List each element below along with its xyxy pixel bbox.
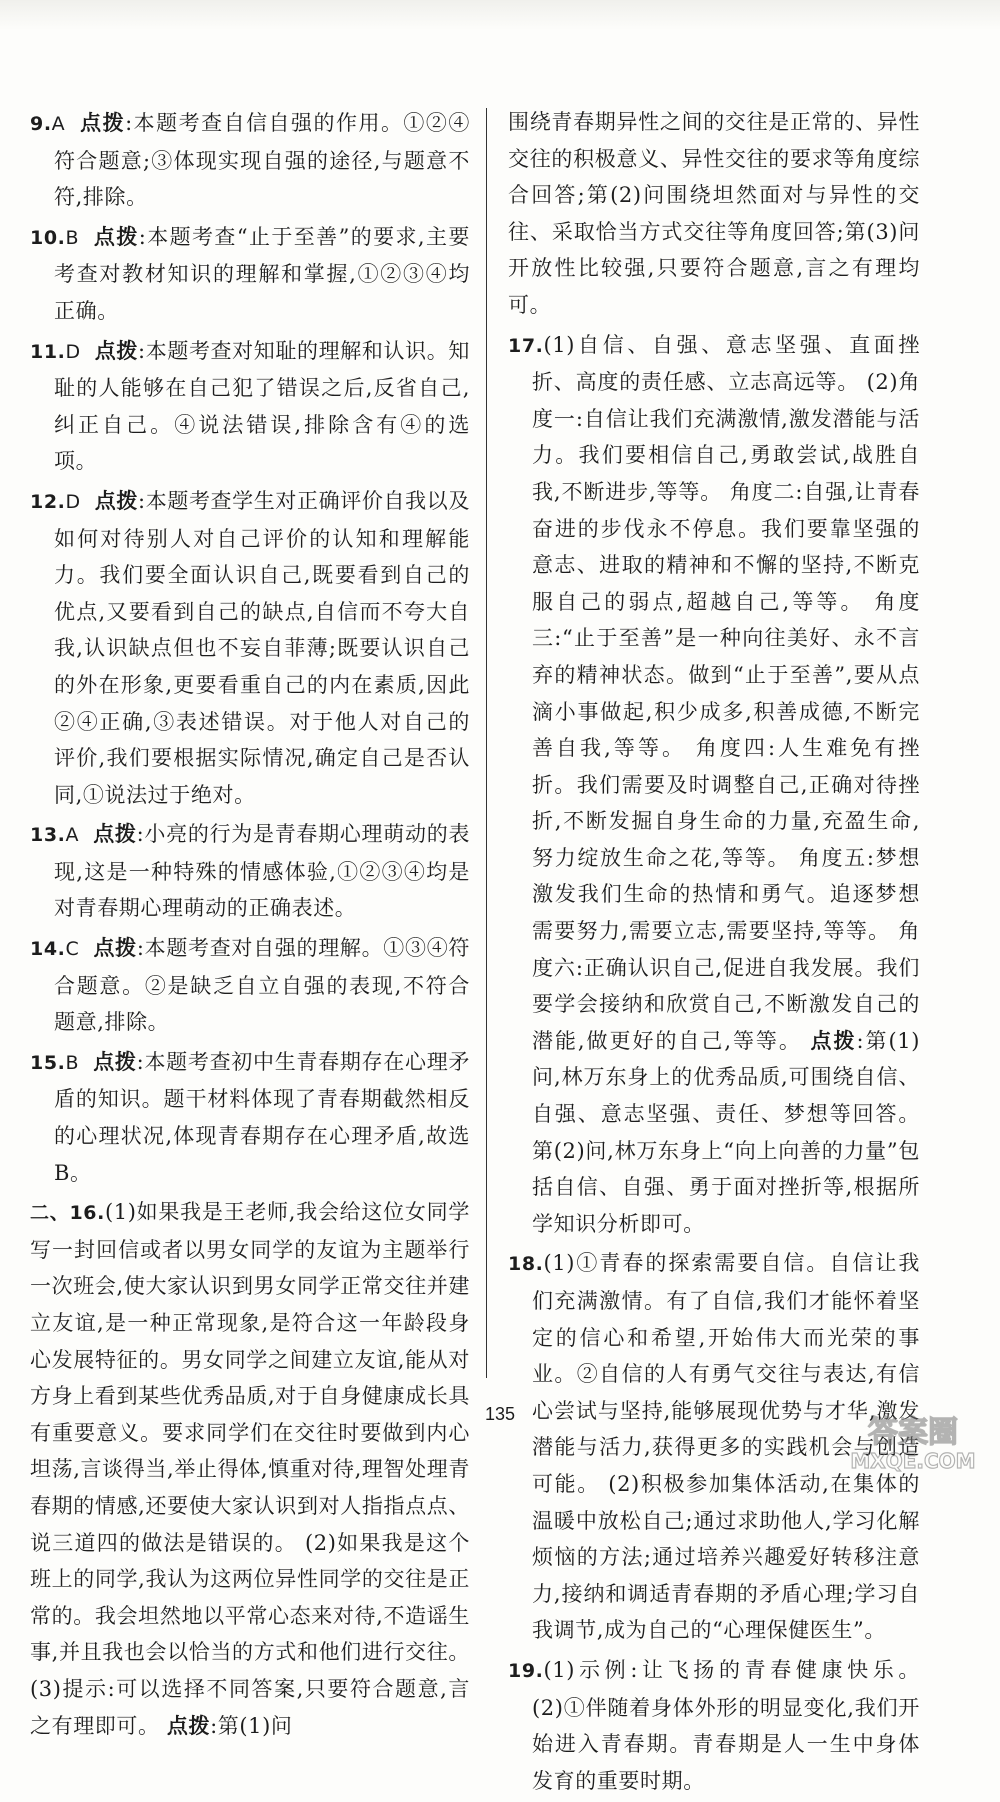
item-text: 本题考查对自强的理解。①③④符合题意。②是缺乏自立自强的表现,不符合题意,排除。: [54, 936, 471, 1035]
answer-item-10: 10.B 点拨:本题考查“止于至善”的要求,主要考查对教材知识的理解和掌握,①②③④均正确。: [30, 224, 470, 323]
column-divider: [486, 108, 487, 1378]
item-number: 二、16.: [30, 1202, 105, 1225]
tip-label: 点拨: [93, 822, 137, 847]
item-number: 17.: [508, 334, 544, 357]
item-text: 围绕青春期异性之间的交往是正常的、异性交往的积极意义、异性交往的要求等角度综合回答;第(2)问围绕坦然面对与异性的交往、采取恰当方式交往等角度回答;第(3)问开放性比较强,只要符合题意,言之有理均可。: [508, 110, 920, 317]
answer-item-14: 14.C 点拨:本题考查对自强的理解。①③④符合题意。②是缺乏自立自强的表现,不符合题意,排除。: [30, 936, 471, 1035]
answer-item-17: 17.(1)自信、自强、意志坚强、直面挫折、高度的责任感、立志高远等。 (2)角度一:自信让我们充满激情,激发潜能与活力。我们要相信自己,勇敢尝试,战胜自我,不断进步,等等。 角度二:自强,让青春奋进的步伐永不停息。我们要靠坚强的意志、进取的精神和不懈的坚持,不断克服自己的弱点,超越自己,等等。 角度三:“止于至善”是一种向往美好、永不言弃的精神状态。做到“止于至善”,要从点滴小事做起,积少成多,积善成德,不断完善自我,等等。 角度四:人生难免有挫折。我们需要及时调整自己,正确对待挫折,不断发掘自身生命的力量,充盈生命,努力绽放生命之花,等等。 角度五:梦想激发我们生命的热情和勇气。追逐梦想需要努力,需要立志,需要坚持,等等。 角度六:正确认识自己,促进自我发展。我们要学会接纳和欣赏自己,不断激发自己的潜能,做更好的自己,等等。 点拨:第(1)问,林万东身上的优秀品质,可围绕自信、自强、意志坚强、责任、梦想等回答。第(2)问,林万东身上“向上向善的力量”包括自信、自强、勇于面对挫折等,根据所学知识分析即可。: [508, 332, 920, 1236]
item-number: 12.: [30, 490, 66, 513]
item-number: 14.: [30, 938, 66, 961]
page-number: 135: [484, 1404, 516, 1424]
item-answer: A: [65, 824, 80, 847]
site-watermark-logo: [813, 1408, 988, 1474]
answer-item-9: 9.A 点拨:本题考查自信自强的作用。①②④符合题意;③体现实现自强的途径,与题意不符,排除。: [30, 111, 470, 210]
tip-label: 点拨: [93, 1049, 137, 1074]
answer-item-12: 12.D 点拨:本题考查学生对正确评价自我以及如何对待别人对自己评价的认知和理解能力。我们要全面认识自己,既要看到自己的优点,又要看到自己的缺点,自信而不夸大自我,认识缺点但也不妄自菲薄;既要认识自己的外在形象,更要看重自己的内在素质,因此②④正确,③表述错误。对于他人对自己的评价,我们要根据实际情况,确定自己是否认同,①说法过于绝对。: [30, 488, 471, 807]
item-number: 9.: [30, 113, 52, 135]
tip-label: 点拨: [810, 1028, 857, 1053]
item-text: 本题考查初中生青春期存在心理矛盾的知识。题干材料体现了青春期截然相反的心理状况,体现青春期存在心理矛盾,故选B。: [54, 1049, 471, 1185]
item-answer: A: [51, 113, 66, 135]
tip-label: 点拨: [94, 488, 138, 513]
item-text: 本题考查对知耻的理解和认识。知耻的人能够在自己犯了错误之后,反省自己,纠正自己。④说法错误,排除含有④的选项。: [54, 338, 471, 474]
item-text: (1)①青春的探索需要自信。自信让我们充满激情。有了自信,我们才能怀着坚定的信心和希望,开始伟大而光荣的事业。②自信的人有勇气交往与表达,有信心尝试与坚持,能够展现优势与才华,激发潜能与活力,获得更多的实践机会与创造可能。 (2)积极参加集体活动,在集体的温暖中放松自己;通过求助他人,学习化解烦恼的方法;通过培养兴趣爱好转移注意力,接纳和调适青春期的矛盾心理;学习自我调节,成为自己的“心理保健医生”。: [532, 1251, 920, 1643]
item-answer: B: [65, 226, 80, 249]
tip-label: 点拨: [93, 936, 137, 961]
answer-item-15: 15.B 点拨:本题考查初中生青春期存在心理矛盾的知识。题干材料体现了青春期截然相反的心理状况,体现青春期存在心理矛盾,故选B。: [30, 1049, 471, 1185]
item-answer: C: [65, 938, 80, 961]
item-text: (1)自信、自强、意志坚强、直面挫折、高度的责任感、立志高远等。 (2)角度一:自信让我们充满激情,激发潜能与活力。我们要相信自己,勇敢尝试,战胜自我,不断进步,等等。 角度二:自强,让青春奋进的步伐永不停息。我们要靠坚强的意志、进取的精神和不懈的坚持,不断克服自己的弱点,超越自己,等等。 角度三:“止于至善”是一种向往美好、永不言弃的精神状态。做到“止于至善”,要从点滴小事做起,积少成多,积善成德,不断完善自我,等等。 角度四:人生难免有挫折。我们需要及时调整自己,正确对待挫折,不断发掘自身生命的力量,充盈生命,努力绽放生命之花,等等。 角度五:梦想激发我们生命的热情和勇气。追逐梦想需要努力,需要立志,需要坚持,等等。 角度六:正确认识自己,促进自我发展。我们要学会接纳和欣赏自己,不断激发自己的潜能,做更好的自己,等等。: [532, 332, 920, 1053]
item-text: (1)示例:让飞扬的青春健康快乐。 (2)①伴随着身体外形的明显变化,我们开始进入青春期。青春期是人一生中身体发育的重要时期。: [532, 1657, 920, 1793]
item-number: 15.: [30, 1051, 66, 1074]
item-number: 11.: [30, 340, 66, 363]
item-number: 10.: [30, 226, 66, 249]
left-column: [30, 105, 470, 1747]
item-number: 18.: [508, 1253, 544, 1276]
item-answer: D: [65, 490, 81, 513]
tip-label: 点拨: [166, 1713, 211, 1738]
tip-label: 点拨: [94, 338, 138, 363]
watermark-line1: 答案圈: [868, 1415, 958, 1450]
answer-item-11: 11.D 点拨:本题考查对知耻的理解和认识。知耻的人能够在自己犯了错误之后,反省自己,纠正自己。④说法错误,排除含有④的选项。: [30, 338, 471, 474]
item-text: 本题考查自信自强的作用。①②④符合题意;③体现实现自强的途径,与题意不符,排除。: [54, 111, 470, 210]
tip-label: 点拨: [79, 111, 126, 135]
item-text: 小亮的行为是青春期心理萌动的表现,这是一种特殊的情感体验,①②③④均是对青春期心理萌动的正确表述。: [54, 822, 471, 921]
tip-label: 点拨: [93, 224, 139, 249]
item-text: 本题考查学生对正确评价自我以及如何对待别人对自己评价的认知和理解能力。我们要全面认识自己,既要看到自己的优点,又要看到自己的缺点,自信而不夸大自我,认识缺点但也不妄自菲薄;既要认识自己的外在形象,更要看重自己的内在素质,因此②④正确,③表述错误。对于他人对自己的评价,我们要根据实际情况,确定自己是否认同,①说法过于绝对。: [54, 488, 471, 807]
item-number: 19.: [508, 1659, 544, 1682]
watermark-line2: MXQE.COM: [850, 1449, 976, 1473]
answer-item-19: [508, 1652, 920, 1799]
answer-item-16-continued: [508, 104, 920, 324]
item-text: (1)如果我是王老师,我会给这位女同学写一封回信或者以男女同学的友谊为主题举行一次班会,使大家认识到男女同学正常交往并建立友谊,是一种正常现象,是符合这一年龄段身心发展特征的。男女同学之间建立友谊,能从对方身上看到某些优秀品质,对于自身健康成长具有重要意义。要求同学们在交往时要做到内心坦荡,言谈得当,举止得体,慎重对待,理智处理青春期的情感,还要使大家认识到对人指指点点、说三道四的做法是错误的。 (2)如果我是这个班上的同学,我认为这两位异性同学的交往是正常的。我会坦然地以平常心态来对待,不造谣生事,并且我也会以恰当的方式和他们进行交往。 (3)提示:可以选择不同答案,只要符合题意,言之有理即可。: [30, 1200, 470, 1738]
item-answer: D: [65, 340, 81, 363]
page-top-edge: [0, 0, 1000, 30]
item-text: 本题考查“止于至善”的要求,主要考查对教材知识的理解和掌握,①②③④均正确。: [54, 224, 470, 323]
answer-item-16: 二、16.(1)如果我是王老师,我会给这位女同学写一封回信或者以男女同学的友谊为主题举行一次班会,使大家认识到男女同学正常交往并建立友谊,是一种正常现象,是符合这一年龄段身心发展特征的。男女同学之间建立友谊,能从对方身上看到某些优秀品质,对于自身健康成长具有重要意义。要求同学们在交往时要做到内心坦荡,言谈得当,举止得体,慎重对待,理智处理青春期的情感,还要使大家认识到对人指指点点、说三道四的做法是错误的。 (2)如果我是这个班上的同学,我认为这两位异性同学的交往是正常的。我会坦然地以平常心态来对待,不造谣生事,并且我也会以恰当的方式和他们进行交往。 (3)提示:可以选择不同答案,只要符合题意,言之有理即可。 点拨:第(1)问: [30, 1200, 470, 1738]
answer-item-13: 13.A 点拨:小亮的行为是青春期心理萌动的表现,这是一种特殊的情感体验,①②③④均是对青春期心理萌动的正确表述。: [30, 822, 471, 921]
item-answer: B: [65, 1051, 80, 1074]
tip-text: 第(1)问: [217, 1713, 293, 1738]
right-column: [508, 104, 920, 1802]
item-number: 13.: [30, 824, 66, 847]
tip-text: 第(1)问,林万东身上的优秀品质,可围绕自信、自强、意志坚强、责任、梦想等回答。第(2)问,林万东身上“向上向善的力量”包括自信、自强、勇于面对挫折等,根据所学知识分析即可。: [532, 1028, 920, 1236]
